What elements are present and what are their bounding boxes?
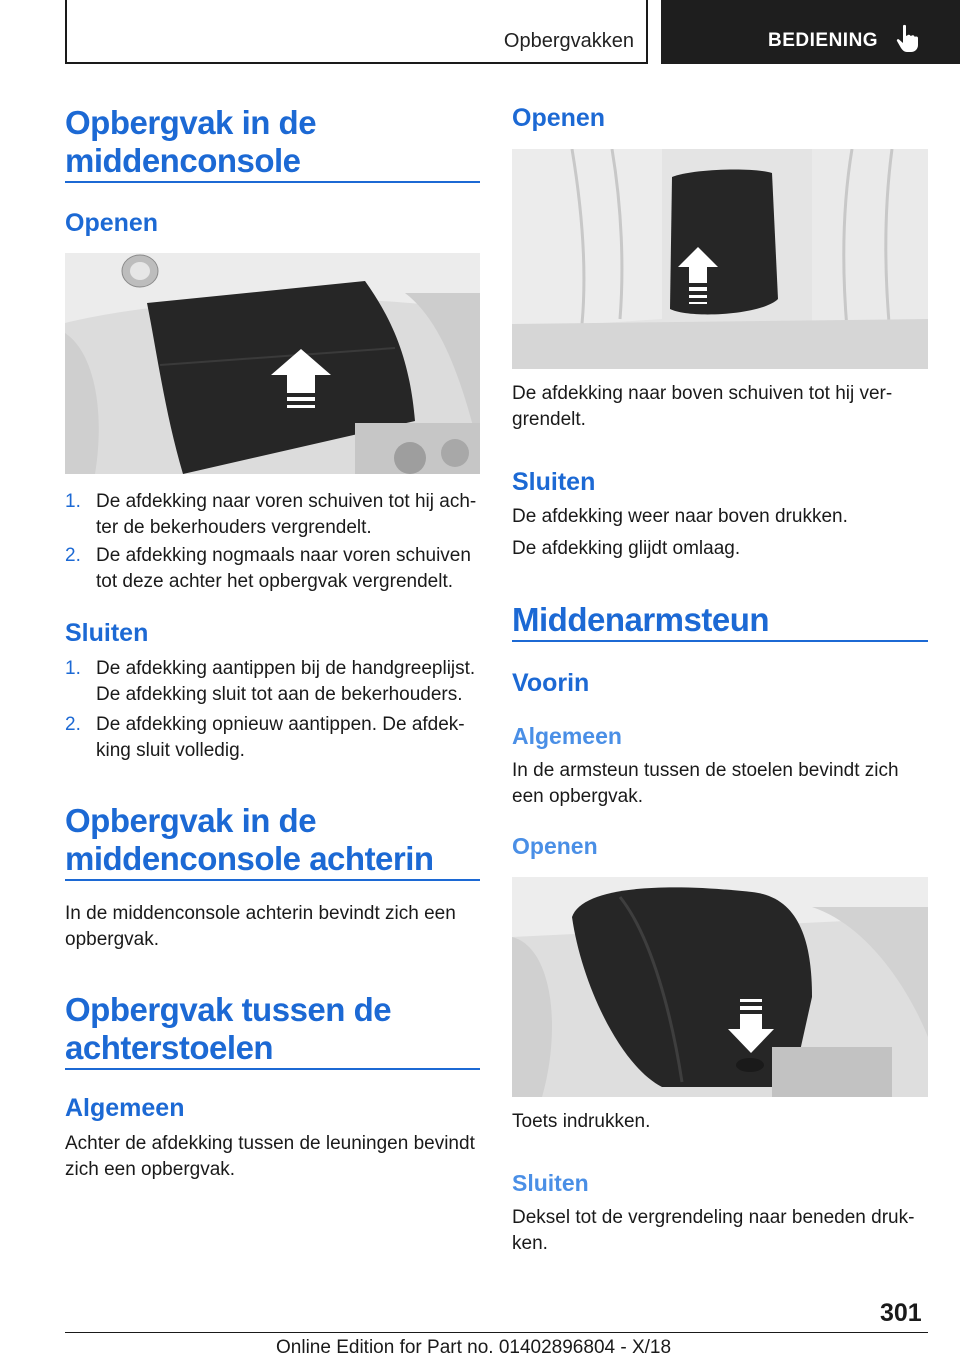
header-chapter-title: BEDIENING (768, 30, 879, 51)
heading-rule (65, 879, 480, 881)
paragraph-sluiten-1: De afdekking weer naar boven drukken. (512, 506, 848, 527)
list-item (65, 489, 480, 541)
heading-line: middenconsole (65, 142, 301, 179)
section-title-openen-right: Openen (512, 104, 606, 132)
list-number: 2. (65, 714, 81, 735)
heading-rule (512, 640, 928, 642)
heading-middenarmsteun: Middenarmsteun (512, 601, 770, 638)
list-text: De afdekking naar voren schuiven tot hij ach-ter de bekerhouders vergrendelt. (96, 491, 477, 538)
header-section-title: Opbergvakken (503, 30, 634, 52)
section-title-sluiten-right: Sluiten (512, 468, 596, 496)
paragraph-sluiten-2: De afdekking glijdt omlaag. (512, 538, 741, 559)
footer-edition: Online Edition for Part no. 01402896804 - X/18 (276, 1337, 672, 1358)
page-number: 301 (880, 1299, 922, 1327)
subsection-title-sluiten: Sluiten (512, 1170, 589, 1196)
list-text: De afdekking nogmaals naar voren schuiven tot deze achter het opbergvak vergrendelt. (96, 545, 471, 592)
illustration-front-console-cover (65, 253, 480, 474)
section-title-voorin: Voorin (512, 669, 590, 697)
heading-line: Opbergvak in de (65, 104, 317, 141)
list-item (65, 543, 480, 595)
list-number: 2. (65, 545, 81, 566)
heading-line: Opbergvak in de (65, 802, 317, 839)
list-item (65, 712, 480, 764)
header-chapter-box (661, 0, 960, 64)
list-text: De afdekking opnieuw aantippen. De afdek-king sluit volledig. (96, 714, 465, 761)
paragraph-openen-right: De afdekking naar boven schuiven tot hij ver-grendelt. (512, 383, 893, 430)
section-title-openen: Openen (65, 209, 159, 237)
paragraph-sluiten2: Deksel tot de vergrendeling naar beneden druk-ken. (512, 1207, 915, 1254)
list-text: De afdekking aantippen bij de handgreeplijst. De afdekking sluit tot aan de bekerhouders. (96, 658, 476, 705)
heading-rule (65, 181, 480, 183)
subsection-title-algemeen: Algemeen (512, 723, 622, 749)
heading-line: Opbergvak tussen de (65, 991, 392, 1028)
section-title-sluiten: Sluiten (65, 619, 149, 647)
illustration-rear-seat-cover (512, 149, 928, 369)
heading-opbergvak-achterstoelen (65, 991, 480, 1067)
heading-opbergvak-middenconsole (65, 104, 480, 180)
heading-line: achterstoelen (65, 1029, 274, 1066)
subsection-title-openen: Openen (512, 833, 598, 859)
heading-rule (65, 1068, 480, 1070)
heading-opbergvak-achterin (65, 802, 480, 878)
section-title-algemeen: Algemeen (65, 1094, 185, 1122)
paragraph-algemeen: Achter de afdekking tussen de leuningen bevindt zich een opbergvak. (65, 1133, 475, 1180)
paragraph-achterin: In de middenconsole achterin bevindt zich een opbergvak. (65, 903, 456, 950)
paragraph-openen2: Toets indrukken. (512, 1111, 651, 1132)
header-section-box (65, 0, 648, 64)
heading-line: middenconsole achterin (65, 840, 434, 877)
list-number: 1. (65, 658, 81, 679)
paragraph-algemeen-right: In de armsteun tussen de stoelen bevindt zich een opbergvak. (512, 760, 899, 807)
list-number: 1. (65, 491, 81, 512)
illustration-armrest (512, 877, 928, 1097)
list-item (65, 656, 485, 708)
footer-rule (65, 1332, 928, 1333)
hand-pointer-icon (895, 24, 921, 54)
